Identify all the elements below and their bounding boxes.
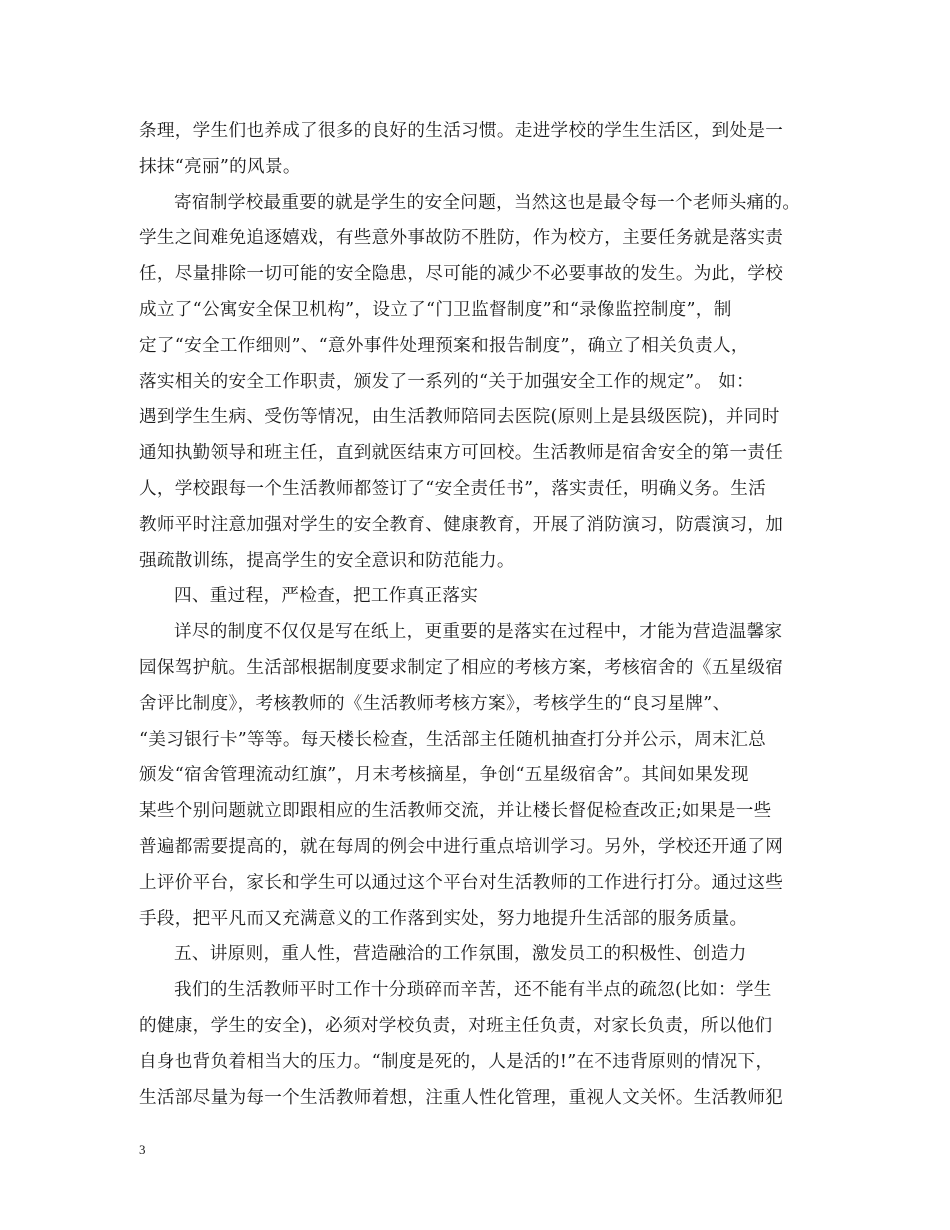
text-line: 教师平时注意加强对学生的安全教育、健康教育，开展了消防演习，防震演习，加 [139,514,784,535]
text-line: 生活部尽量为每一个生活教师着想，注重人性化管理，重视人文关怀。生活教师犯 [139,1087,784,1108]
text-line: 任，尽量排除一切可能的安全隐患，尽可能的减少不必要事故的发生。为此，学校 [139,264,784,285]
text-line: 自身也背负着相当大的压力。“制度是死的，人是活的!”在不违背原则的情况下， [139,1051,774,1072]
text-line: 强疏散训练，提高学生的安全意识和防范能力。 [139,550,515,571]
text-line: 的健康，学生的安全)，必须对学校负责，对班主任负责，对家长负责，所以他们 [139,1015,773,1036]
text-line: 详尽的制度不仅仅是写在纸上，更重要的是落实在过程中，才能为营造温馨家 [174,622,783,643]
text-line: 舍评比制度》，考核教师的《生活教师考核方案》，考核学生的“良习星牌”、 [139,693,731,714]
text-line: 某些个别问题就立即跟相应的生活教师交流，并让楼长督促检查改正;如果是一些 [139,801,772,822]
text-line: 园保驾护航。生活部根据制度要求制定了相应的考核方案，考核宿舍的《五星级宿 [139,657,784,678]
text-line: 定了“安全工作细则”、“意外事件处理预案和报告制度”，确立了相关负责人， [139,335,749,356]
text-line: 人，学校跟每一个生活教师都签订了“安全责任书”，落实责任，明确义务。生活 [139,478,766,499]
body-text [139,114,819,1116]
text-line: 四、重过程，严检查，把工作真正落实 [174,586,479,607]
text-line: 抹抹“亮丽”的风景。 [139,156,301,177]
text-line: 条理，学生们也养成了很多的良好的生活习惯。走进学校的学生生活区，到处是一 [139,121,784,141]
text-line: 普遍都需要提高的，就在每周的例会中进行重点培训学习。另外，学校还开通了网 [139,836,784,857]
text-line: 通知执勤领导和班主任，直到就医结束方可回校。生活教师是宿舍安全的第一责任 [139,443,784,464]
text-line: 颁发“宿舍管理流动红旗”，月末考核摘星，争创“五星级宿舍”。其间如果发现 [139,765,749,786]
page-number: 3 [139,1142,146,1157]
text-line: 上评价平台，家长和学生可以通过这个平台对生活教师的工作进行打分。通过这些 [139,872,784,893]
text-line: 成立了“公寓安全保卫机构”，设立了“门卫监督制度”和“录像监控制度”，制 [139,299,732,320]
text-line: 落实相关的安全工作职责，颁发了一系列的“关于加强安全工作的规定”。 如： [139,371,754,392]
text-line: 我们的生活教师平时工作十分琐碎而辛苦，还不能有半点的疏忽(比如：学生 [174,980,772,1001]
text-line: “美习银行卡”等等。每天楼长检查，生活部主任随机抽查打分并公示，周末汇总 [139,729,766,750]
text-line: 寄宿制学校最重要的就是学生的安全问题，当然这也是最令每一个老师头痛的。 [174,192,801,213]
text-line: 遇到学生生病、受伤等情况，由生活教师陪同去医院(原则上是县级医院)，并同时 [139,407,780,428]
text-line: 学生之间难免追逐嬉戏，有些意外事故防不胜防，作为校方，主要任务就是落实责 [139,228,784,249]
text-line: 五、讲原则，重人性，营造融洽的工作氛围，激发员工的积极性、创造力 [174,944,747,965]
text-line: 手段，把平凡而又充满意义的工作落到实处，努力地提升生活部的服务质量。 [139,908,748,929]
